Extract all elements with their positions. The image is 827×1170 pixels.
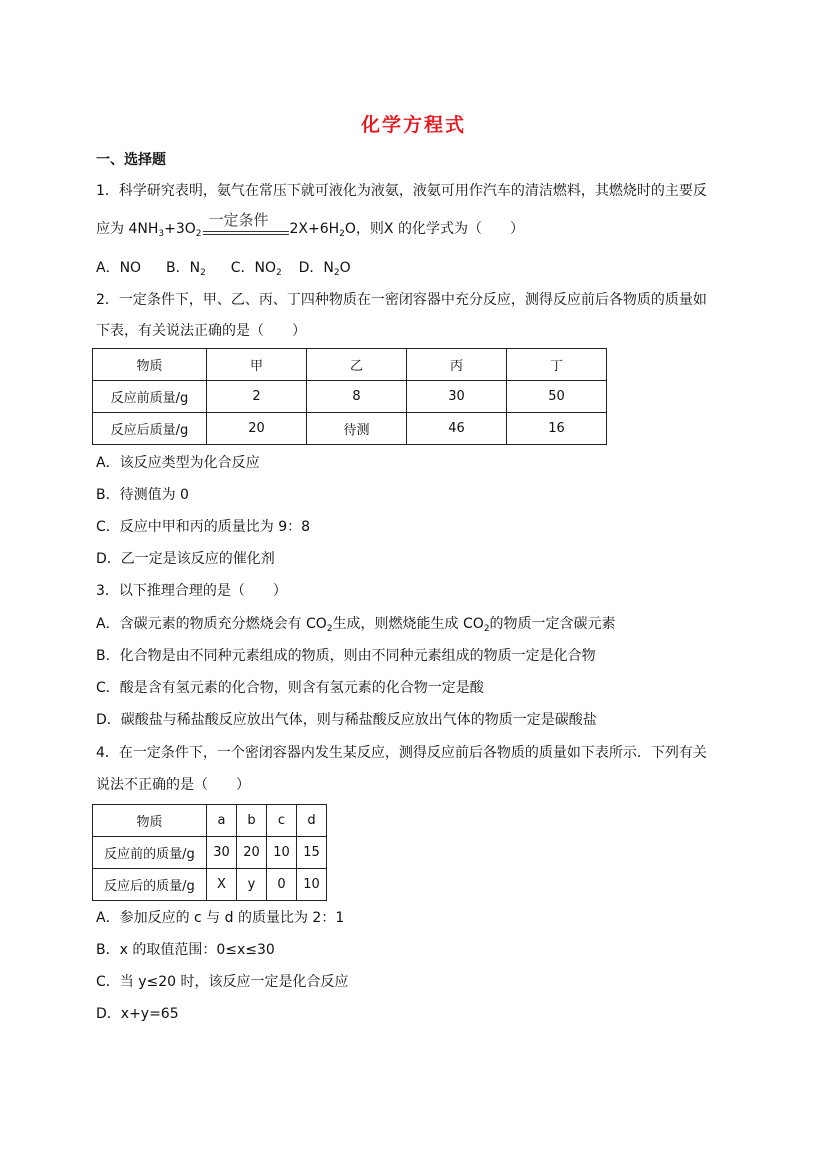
table-cell: 待测 — [307, 413, 407, 445]
table-cell: y — [237, 869, 267, 901]
table-row — [93, 869, 327, 901]
table-header-cell: 丙 — [407, 349, 507, 381]
table-cell: 0 — [267, 869, 297, 901]
table-cell: 30 — [407, 381, 507, 413]
table-header-cell: 乙 — [307, 349, 407, 381]
q2-stem-line1: 2．一定条件下，甲、乙、丙、丁四种物质在一密闭容器中充分反应，测得反应前后各物质的质量如 — [96, 292, 707, 308]
q2-option-b: B．待测值为 0 — [96, 487, 189, 503]
table-cell: 16 — [507, 413, 607, 445]
q1-text: +3O — [164, 221, 196, 237]
table-row — [93, 381, 607, 413]
q3-option-c: C．酸是含有氢元素的化合物，则含有氢元素的化合物一定是酸 — [96, 680, 484, 696]
q1-text: 应为 4NH — [96, 221, 159, 237]
q2-option-a: A．该反应类型为化合反应 — [96, 455, 260, 471]
table-cell: 反应前质量/g — [93, 381, 207, 413]
q1-sub: 3 — [158, 229, 165, 239]
q4-stem-line2: 说法不正确的是（ ） — [96, 777, 250, 793]
q1-option-c: C．$NO_2$ — [230, 260, 282, 278]
q2-option-c: C．反应中甲和丙的质量比为 9：8 — [96, 519, 311, 535]
q3-option-b: B．化合物是由不同种元素组成的物质，则由不同种元素组成的物质一定是化合物 — [96, 648, 596, 664]
table-header-cell: b — [237, 805, 267, 837]
q1-option-a: A．NO — [96, 260, 142, 276]
section-heading: 一、选择题 — [96, 152, 166, 168]
q3-stem: 3．以下推理合理的是（ ） — [96, 583, 287, 599]
table-cell: 反应后质量/g — [93, 413, 207, 445]
table-header-cell: a — [207, 805, 237, 837]
q3-option-d: D．碳酸盐与稀盐酸反应放出气体，则与稀盐酸反应放出气体的物质一定是碳酸盐 — [96, 712, 597, 728]
q1-text: O，则X 的化学式为（ ） — [344, 221, 524, 237]
table-row — [93, 413, 607, 445]
document-title: 化学方程式 — [360, 114, 466, 136]
q4-option-a: A．参加反应的 c 与 d 的质量比为 2：1 — [96, 910, 345, 926]
q3-option-a: A．含碳元素的物质充分燃烧会有 $CO_2$生成，则燃烧能生成 $CO_2$的物质一定含碳元素 — [96, 616, 616, 634]
table-cell: 15 — [297, 837, 327, 869]
reaction-condition-label: 一定条件 — [208, 211, 269, 229]
table-cell: 50 — [507, 381, 607, 413]
q1-text: 2X+6H — [289, 221, 340, 237]
table-header-cell: 物质 — [93, 349, 207, 381]
table-cell: 46 — [407, 413, 507, 445]
q2-option-d: D．乙一定是该反应的催化剂 — [96, 551, 275, 567]
table-cell: 20 — [237, 837, 267, 869]
reaction-condition-arrow — [203, 211, 289, 239]
q2-stem-line2: 下表，有关说法正确的是（ ） — [96, 323, 306, 339]
table-cell: 10 — [267, 837, 297, 869]
q4-option-b: B．x 的取值范围：0≤x≤30 — [96, 942, 275, 958]
table-cell: 30 — [207, 837, 237, 869]
q1-stem-line1: 1．科学研究表明，氨气在常压下就可液化为液氨，液氨可用作汽车的清洁燃料，其燃烧时的主要反 — [96, 183, 707, 199]
q4-option-d: D．x+y=65 — [96, 1006, 179, 1022]
table-header-cell: d — [297, 805, 327, 837]
q4-option-c: C．当 y≤20 时，该反应一定是化合反应 — [96, 974, 349, 990]
table-cell: 20 — [207, 413, 307, 445]
table-header-cell: 甲 — [207, 349, 307, 381]
table-row — [93, 349, 607, 381]
q1-sub: 2 — [195, 229, 202, 239]
q1-option-b: B．$N_2$ — [165, 260, 206, 278]
table-cell: 反应后的质量/g — [93, 869, 207, 901]
table-cell: 10 — [297, 869, 327, 901]
table-row — [93, 837, 327, 869]
table-cell: 8 — [307, 381, 407, 413]
q1-stem-line2 — [96, 211, 524, 239]
q1-sub: 2 — [339, 229, 345, 239]
table-row — [93, 805, 327, 837]
table-header-cell: c — [267, 805, 297, 837]
table-header-cell: 丁 — [507, 349, 607, 381]
table-cell: 2 — [207, 381, 307, 413]
table-header-cell: 物质 — [93, 805, 207, 837]
table-cell: 反应前的质量/g — [93, 837, 207, 869]
q2-table — [92, 348, 607, 445]
q1-option-d: D．$N_2O$ — [298, 260, 351, 278]
q1-options — [96, 258, 351, 278]
table-cell: X — [207, 869, 237, 901]
q4-stem-line1: 4．在一定条件下，一个密闭容器内发生某反应，测得反应前后各物质的质量如下表所示．下列有关 — [96, 745, 707, 761]
q4-table — [92, 804, 327, 901]
